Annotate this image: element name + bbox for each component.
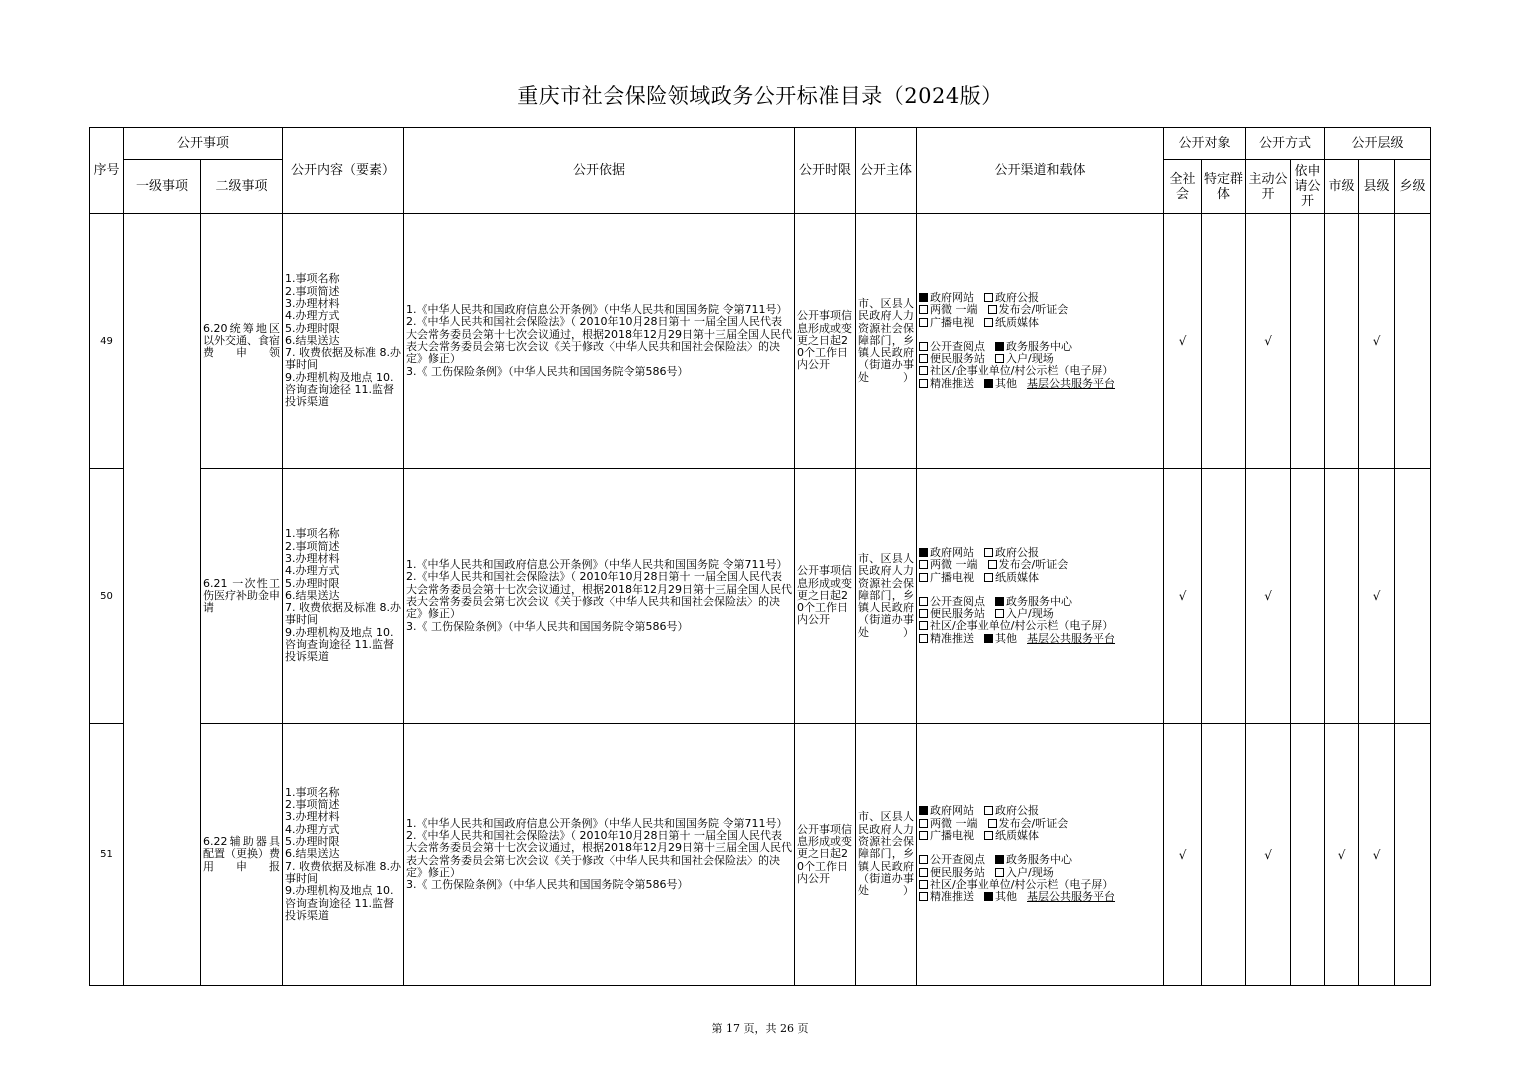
table-row bbox=[90, 469, 1431, 724]
channel-option-label: 精准推送 bbox=[930, 890, 975, 904]
checked-box-icon bbox=[984, 634, 993, 643]
content-line: 2.事项简述 bbox=[285, 284, 340, 298]
unchecked-box-icon bbox=[919, 560, 928, 569]
header-content: 公开内容（要素） bbox=[283, 128, 404, 214]
check-level-city bbox=[1325, 214, 1359, 469]
check-level-town bbox=[1395, 724, 1431, 986]
content-line: 3.办理材料 bbox=[285, 296, 340, 310]
row-subject: 市、区县人民政府人力资源社会保障部门，乡镇人民政府（街道办事处） bbox=[856, 724, 917, 986]
check-mode-apply bbox=[1291, 724, 1325, 986]
basis-line: 3.《 工伤保险条例》（中华人民共和国国务院令第586号） bbox=[406, 878, 689, 892]
channel-option-label: 纸质媒体 bbox=[995, 570, 1040, 584]
row-channels bbox=[917, 724, 1164, 986]
channel-option bbox=[984, 633, 1017, 645]
check-mode-active: √ bbox=[1246, 214, 1291, 469]
header-target-group: 公开对象 bbox=[1164, 128, 1246, 160]
content-line: 6.结果送达 bbox=[285, 333, 340, 347]
channel-option-label: 纸质媒体 bbox=[995, 315, 1040, 329]
content-line: 4.办理方式 bbox=[285, 309, 340, 323]
header-target-specific: 特定群体 bbox=[1202, 160, 1246, 214]
unchecked-box-icon bbox=[919, 573, 928, 582]
channel-option-label: 其他 bbox=[995, 890, 1018, 904]
channel-line bbox=[919, 633, 1161, 645]
basis-line: 1.《中华人民共和国政府信息公开条例》（中华人民共和国国务院 令第711号） bbox=[406, 558, 788, 572]
row-subject: 市、区县人民政府人力资源社会保障部门，乡镇人民政府（街道办事处） bbox=[856, 469, 917, 724]
row-seq: 50 bbox=[90, 469, 124, 724]
header-level1: 一级事项 bbox=[124, 160, 201, 214]
unchecked-box-icon bbox=[988, 819, 997, 828]
content-line: 2.事项简述 bbox=[285, 539, 340, 553]
channel-option-label: 社区/企事业单位/村公示栏（电子屏） bbox=[930, 619, 1114, 633]
row-basis bbox=[404, 469, 795, 724]
check-mode-active: √ bbox=[1246, 469, 1291, 724]
header-target-all: 全社会 bbox=[1164, 160, 1202, 214]
check-target-all: √ bbox=[1164, 724, 1202, 986]
unchecked-box-icon bbox=[984, 806, 993, 815]
unchecked-box-icon bbox=[919, 597, 928, 606]
content-line: 7. 收费依据及标准 8.办事时间 bbox=[285, 859, 401, 885]
channel-option bbox=[919, 830, 974, 842]
checked-box-icon bbox=[995, 597, 1004, 606]
unchecked-box-icon bbox=[919, 609, 928, 618]
unchecked-box-icon bbox=[919, 379, 928, 388]
row-content bbox=[283, 469, 404, 724]
content-line: 5.办理时限 bbox=[285, 321, 340, 335]
channel-line bbox=[919, 830, 1161, 842]
row-time-limit: 公开事项信息形成或变更之日起20个工作日内公开 bbox=[795, 469, 856, 724]
check-target-all: √ bbox=[1164, 214, 1202, 469]
channel-option-label: 政务服务中心 bbox=[1006, 339, 1073, 353]
check-target-specific bbox=[1202, 724, 1246, 986]
unchecked-box-icon bbox=[988, 560, 997, 569]
channel-line bbox=[919, 378, 1161, 390]
table-row bbox=[90, 214, 1431, 469]
content-line: 9.办理机构及地点 10. 咨询查询途径 11.监督投诉渠道 bbox=[285, 625, 395, 664]
content-line: 5.办理时限 bbox=[285, 576, 340, 590]
check-level-city: √ bbox=[1325, 724, 1359, 986]
channel-line bbox=[919, 891, 1161, 903]
unchecked-box-icon bbox=[919, 342, 928, 351]
unchecked-box-icon bbox=[984, 293, 993, 302]
content-line: 1.事项名称 bbox=[285, 527, 340, 541]
channel-option-label: 政府网站 bbox=[930, 804, 975, 818]
basis-line: 1.《中华人民共和国政府信息公开条例》（中华人民共和国国务院 令第711号） bbox=[406, 303, 788, 317]
header-mode-apply: 依申请公开 bbox=[1291, 160, 1325, 214]
row-seq: 49 bbox=[90, 214, 124, 469]
check-level-town bbox=[1395, 214, 1431, 469]
channel-option bbox=[984, 378, 1017, 390]
header-mode-active: 主动公开 bbox=[1246, 160, 1291, 214]
channel-option-label: 广播电视 bbox=[930, 829, 975, 843]
channel-line bbox=[919, 317, 1161, 329]
channel-option-label: 公开查阅点 bbox=[930, 594, 986, 608]
channel-option bbox=[984, 830, 1039, 842]
row-basis bbox=[404, 214, 795, 469]
channel-option-label: 精准推送 bbox=[930, 631, 975, 645]
channel-option-label: 发布会/听证会 bbox=[998, 558, 1069, 572]
check-level-county: √ bbox=[1359, 469, 1395, 724]
channel-option bbox=[984, 891, 1017, 903]
row-basis bbox=[404, 724, 795, 986]
header-basis: 公开依据 bbox=[404, 128, 795, 214]
content-line: 6.结果送达 bbox=[285, 847, 340, 861]
unchecked-box-icon bbox=[984, 831, 993, 840]
channel-option-label: 广播电视 bbox=[930, 315, 975, 329]
check-level-county: √ bbox=[1359, 724, 1395, 986]
row-channels bbox=[917, 469, 1164, 724]
unchecked-box-icon bbox=[995, 354, 1004, 363]
unchecked-box-icon bbox=[919, 855, 928, 864]
check-target-all: √ bbox=[1164, 469, 1202, 724]
check-target-specific bbox=[1202, 469, 1246, 724]
unchecked-box-icon bbox=[919, 634, 928, 643]
check-mode-apply bbox=[1291, 214, 1325, 469]
unchecked-box-icon bbox=[919, 880, 928, 889]
unchecked-box-icon bbox=[984, 573, 993, 582]
basis-line: 2.《中华人民共和国社会保险法》（ 2010年10月28日第十 一届全国人民代表大会常务委员会第十七次会议通过，根据2018年12月29日第十三届全国人民代表大会常务委员会第七次会议《关于修改〈中华人民共和国社会保险法〉的决定》修正） bbox=[406, 828, 793, 879]
row-content bbox=[283, 724, 404, 986]
channel-option-label: 政府网站 bbox=[930, 545, 975, 559]
channel-option-label: 发布会/听证会 bbox=[998, 303, 1069, 317]
row-time-limit: 公开事项信息形成或变更之日起20个工作日内公开 bbox=[795, 724, 856, 986]
channel-option-label: 便民服务站 bbox=[930, 352, 986, 366]
channel-option-label: 入户/现场 bbox=[1006, 865, 1054, 879]
unchecked-box-icon bbox=[919, 831, 928, 840]
channel-option-label: 两微 一端 bbox=[930, 558, 978, 572]
header-level2: 二级事项 bbox=[201, 160, 283, 214]
content-line: 2.事项简述 bbox=[285, 798, 340, 812]
unchecked-box-icon bbox=[919, 819, 928, 828]
channel-option-label: 社区/企事业单位/村公示栏（电子屏） bbox=[930, 877, 1114, 891]
content-line: 1.事项名称 bbox=[285, 785, 340, 799]
channel-option-label: 发布会/听证会 bbox=[998, 816, 1069, 830]
page-footer: 第 17 页，共 26 页 bbox=[711, 1022, 809, 1035]
channel-option-label: 公开查阅点 bbox=[930, 853, 986, 867]
header-level-town: 乡级 bbox=[1395, 160, 1431, 214]
basis-line: 2.《中华人民共和国社会保险法》（ 2010年10月28日第十 一届全国人民代表大会常务委员会第十七次会议通过，根据2018年12月29日第十三届全国人民代表大会常务委员会第七次会议《关于修改〈中华人民共和国社会保险法〉的决定》修正） bbox=[406, 570, 793, 621]
unchecked-box-icon bbox=[919, 892, 928, 901]
check-level-county: √ bbox=[1359, 214, 1395, 469]
channel-option bbox=[919, 378, 974, 390]
basis-line: 1.《中华人民共和国政府信息公开条例》（中华人民共和国国务院 令第711号） bbox=[406, 816, 788, 830]
header-channel: 公开渠道和载体 bbox=[917, 128, 1164, 214]
row-level1 bbox=[124, 214, 201, 986]
header-time-limit: 公开时限 bbox=[795, 128, 856, 214]
checked-box-icon bbox=[995, 855, 1004, 864]
channel-option-label: 政务服务中心 bbox=[1006, 594, 1073, 608]
channel-option-label: 公开查阅点 bbox=[930, 339, 986, 353]
checked-box-icon bbox=[919, 548, 928, 557]
content-line: 9.办理机构及地点 10. 咨询查询途径 11.监督投诉渠道 bbox=[285, 884, 395, 922]
header-level-county: 县级 bbox=[1359, 160, 1395, 214]
row-level2: 6.22辅助器具配置（更换）费用申报 bbox=[201, 724, 283, 986]
unchecked-box-icon bbox=[995, 609, 1004, 618]
channel-option bbox=[984, 572, 1039, 584]
channel-option bbox=[919, 891, 974, 903]
content-line: 9.办理机构及地点 10. 咨询查询途径 11.监督投诉渠道 bbox=[285, 370, 395, 409]
basis-line: 3.《 工伤保险条例》（中华人民共和国国务院令第586号） bbox=[406, 364, 689, 378]
channel-option-label: 两微 一端 bbox=[930, 816, 978, 830]
channel-option-label: 其他 bbox=[995, 631, 1018, 645]
unchecked-box-icon bbox=[919, 318, 928, 327]
content-line: 6.结果送达 bbox=[285, 588, 340, 602]
row-time-limit: 公开事项信息形成或变更之日起20个工作日内公开 bbox=[795, 214, 856, 469]
channel-option-label: 政府网站 bbox=[930, 290, 975, 304]
unchecked-box-icon bbox=[984, 318, 993, 327]
check-level-town bbox=[1395, 469, 1431, 724]
checked-box-icon bbox=[919, 806, 928, 815]
channel-option-label: 入户/现场 bbox=[1006, 607, 1054, 621]
channel-option-label: 入户/现场 bbox=[1006, 352, 1054, 366]
check-level-city bbox=[1325, 469, 1359, 724]
content-line: 4.办理方式 bbox=[285, 564, 340, 578]
channel-option-label: 广播电视 bbox=[930, 570, 975, 584]
channel-option bbox=[919, 633, 974, 645]
checked-box-icon bbox=[984, 379, 993, 388]
channel-option-label: 便民服务站 bbox=[930, 607, 986, 621]
check-mode-active: √ bbox=[1246, 724, 1291, 986]
content-line: 3.办理材料 bbox=[285, 810, 340, 824]
catalog-table bbox=[89, 127, 1431, 986]
content-line: 7. 收费依据及标准 8.办事时间 bbox=[285, 346, 401, 372]
header-seq: 序号 bbox=[90, 128, 124, 214]
header-level-city: 市级 bbox=[1325, 160, 1359, 214]
unchecked-box-icon bbox=[919, 354, 928, 363]
basis-line: 3.《 工伤保险条例》（中华人民共和国国务院令第586号） bbox=[406, 619, 689, 633]
content-line: 7. 收费依据及标准 8.办事时间 bbox=[285, 601, 401, 627]
checked-box-icon bbox=[984, 892, 993, 901]
unchecked-box-icon bbox=[995, 868, 1004, 877]
channel-line bbox=[919, 572, 1161, 584]
channel-option-label: 两微 一端 bbox=[930, 303, 978, 317]
channel-option-label: 政务服务中心 bbox=[1006, 853, 1073, 867]
unchecked-box-icon bbox=[919, 305, 928, 314]
header-level-group: 公开层级 bbox=[1325, 128, 1431, 160]
channel-other-text: 基层公共服务平台 bbox=[1027, 890, 1116, 904]
unchecked-box-icon bbox=[919, 621, 928, 630]
channel-option-label: 精准推送 bbox=[930, 376, 975, 390]
channel-option-label: 政府公报 bbox=[995, 804, 1040, 818]
channel-option bbox=[984, 317, 1039, 329]
row-content bbox=[283, 214, 404, 469]
channel-option-label: 纸质媒体 bbox=[995, 829, 1040, 843]
channel-option-label: 社区/企事业单位/村公示栏（电子屏） bbox=[930, 364, 1114, 378]
header-item-group: 公开事项 bbox=[124, 128, 283, 160]
content-line: 4.办理方式 bbox=[285, 822, 340, 836]
content-line: 3.办理材料 bbox=[285, 551, 340, 565]
channel-option-label: 政府公报 bbox=[995, 290, 1040, 304]
unchecked-box-icon bbox=[988, 305, 997, 314]
channel-option-label: 便民服务站 bbox=[930, 865, 986, 879]
check-mode-apply bbox=[1291, 469, 1325, 724]
channel-option bbox=[919, 317, 974, 329]
row-seq: 51 bbox=[90, 724, 124, 986]
channel-other-text: 基层公共服务平台 bbox=[1027, 631, 1116, 645]
channel-option bbox=[919, 572, 974, 584]
channel-option-label: 其他 bbox=[995, 376, 1018, 390]
row-subject: 市、区县人民政府人力资源社会保障部门，乡镇人民政府（街道办事处） bbox=[856, 214, 917, 469]
table-body bbox=[90, 214, 1431, 986]
check-target-specific bbox=[1202, 214, 1246, 469]
header-subject: 公开主体 bbox=[856, 128, 917, 214]
row-channels bbox=[917, 214, 1164, 469]
table-row bbox=[90, 724, 1431, 986]
unchecked-box-icon bbox=[984, 548, 993, 557]
checked-box-icon bbox=[919, 293, 928, 302]
basis-line: 2.《中华人民共和国社会保险法》（ 2010年10月28日第十 一届全国人民代表大会常务委员会第十七次会议通过，根据2018年12月29日第十三届全国人民代表大会常务委员会第七次会议《关于修改〈中华人民共和国社会保险法〉的决定》修正） bbox=[406, 315, 793, 366]
unchecked-box-icon bbox=[919, 868, 928, 877]
content-line: 1.事项名称 bbox=[285, 272, 340, 286]
channel-other-text: 基层公共服务平台 bbox=[1027, 376, 1116, 390]
content-line: 5.办理时限 bbox=[285, 835, 340, 849]
channel-option-label: 政府公报 bbox=[995, 545, 1040, 559]
unchecked-box-icon bbox=[919, 366, 928, 375]
page-title: 重庆市社会保险领域政务公开标准目录（2024版） bbox=[517, 84, 1003, 108]
header-mode-group: 公开方式 bbox=[1246, 128, 1325, 160]
row-level2: 6.20统筹地区以外交通、食宿费申领 bbox=[201, 214, 283, 469]
row-level2: 6.21 一次性工伤医疗补助金申请 bbox=[201, 469, 283, 724]
checked-box-icon bbox=[995, 342, 1004, 351]
